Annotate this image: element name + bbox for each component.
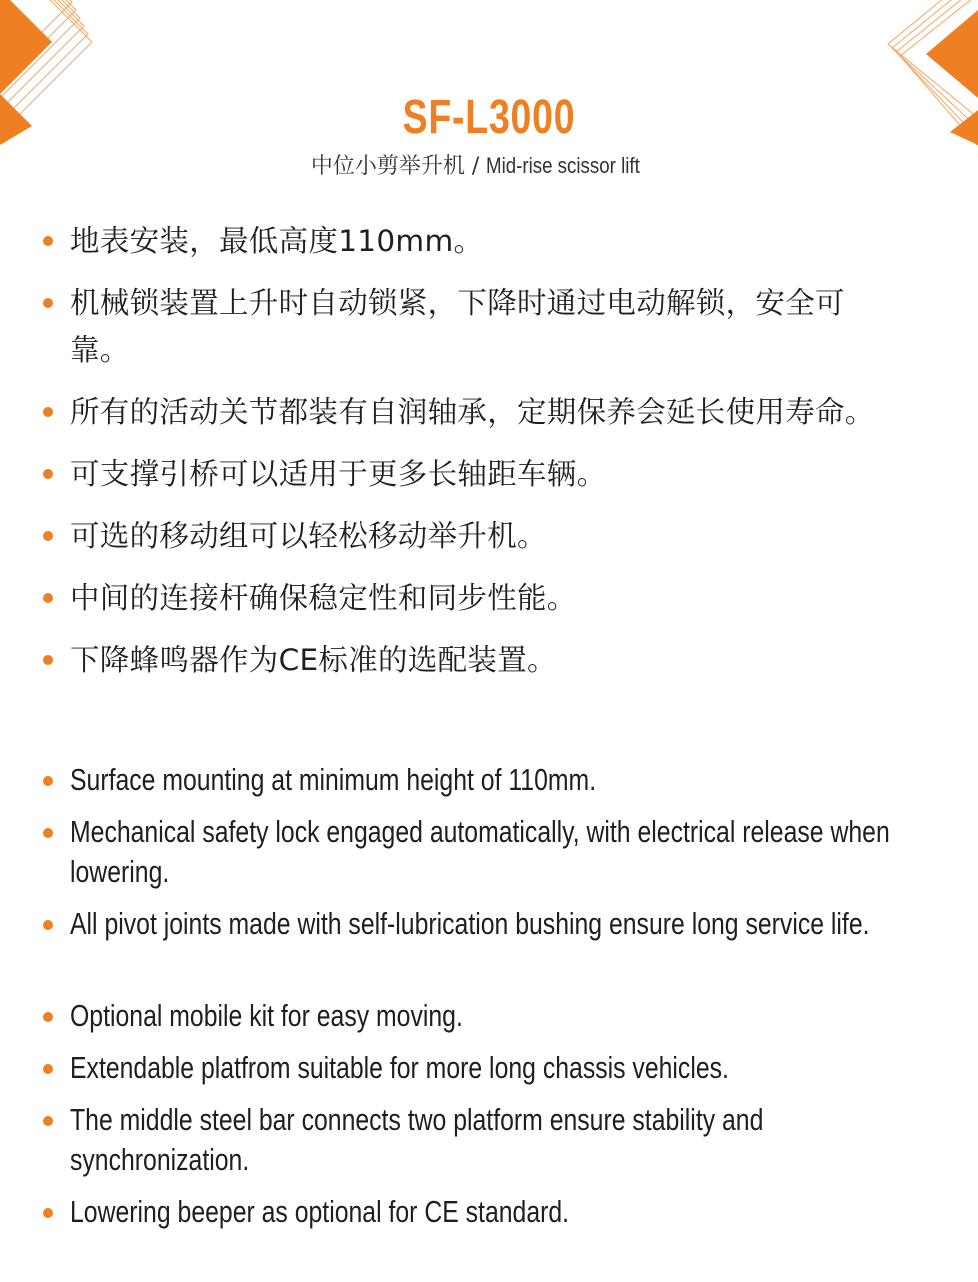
feature-text: 机械锁装置上升时自动锁紧，下降时通过电动解锁，安全可靠。 bbox=[70, 286, 845, 367]
bullet-dot-icon bbox=[43, 236, 53, 246]
bullet-dot-icon bbox=[43, 531, 53, 541]
feature-text: 下降蜂鸣器作为CE标准的选配装置。 bbox=[70, 643, 557, 677]
feature-text: 可选的移动组可以轻松移动举升机。 bbox=[70, 519, 547, 553]
list-item bbox=[0, 513, 900, 560]
bullet-dot-icon bbox=[43, 1064, 53, 1074]
corner-chevron-left-decoration bbox=[0, 0, 100, 145]
list-item bbox=[0, 218, 900, 265]
list-item bbox=[0, 760, 978, 800]
subtitle-chinese: 中位小剪举升机 bbox=[310, 154, 465, 179]
bullet-dot-icon bbox=[43, 1116, 53, 1126]
bullet-dot-icon bbox=[43, 469, 53, 479]
bullet-dot-icon bbox=[43, 407, 53, 417]
feature-text: Mechanical safety lock engaged automatically, with electrical release when lowering. bbox=[70, 814, 890, 889]
feature-text: The middle steel bar connects two platform ensure stability and synchronization. bbox=[70, 1102, 764, 1177]
feature-text: 可支撑引桥可以适用于更多长轴距车辆。 bbox=[70, 457, 607, 491]
bullet-dot-icon bbox=[43, 298, 53, 308]
feature-text: Extendable platfrom suitable for more long chassis vehicles. bbox=[70, 1050, 729, 1085]
bullet-dot-icon bbox=[43, 920, 53, 930]
list-item bbox=[0, 904, 978, 984]
product-title: SF-L3000 bbox=[402, 91, 576, 144]
list-item bbox=[0, 389, 900, 436]
feature-text: All pivot joints made with self-lubrication bushing ensure long service life. bbox=[70, 906, 870, 941]
list-item bbox=[0, 996, 978, 1036]
subtitle-separator: / bbox=[464, 154, 487, 179]
feature-list-english bbox=[0, 760, 978, 1232]
list-item bbox=[0, 1192, 978, 1232]
product-subtitle bbox=[0, 152, 978, 181]
list-item bbox=[0, 637, 900, 684]
bullet-dot-icon bbox=[43, 828, 53, 838]
bullet-dot-icon bbox=[43, 655, 53, 665]
corner-chevron-right-decoration bbox=[878, 0, 978, 145]
list-item bbox=[0, 280, 900, 374]
bullet-dot-icon bbox=[43, 776, 53, 786]
feature-text: Optional mobile kit for easy moving. bbox=[70, 998, 463, 1033]
bullet-dot-icon bbox=[43, 1208, 53, 1218]
list-item bbox=[0, 1100, 978, 1180]
list-item bbox=[0, 451, 900, 498]
bullet-dot-icon bbox=[43, 1012, 53, 1022]
feature-text: 所有的活动关节都装有自润轴承，定期保养会延长使用寿命。 bbox=[70, 395, 875, 429]
list-item bbox=[0, 575, 900, 622]
bullet-dot-icon bbox=[43, 593, 53, 603]
subtitle-english: Mid-rise scissor lift bbox=[486, 153, 641, 178]
feature-text: Surface mounting at minimum height of 110mm. bbox=[70, 762, 597, 797]
feature-list-chinese bbox=[0, 218, 900, 684]
feature-text: 中间的连接杆确保稳定性和同步性能。 bbox=[70, 581, 577, 615]
feature-text: 地表安装，最低高度110mm。 bbox=[70, 224, 484, 258]
feature-text: Lowering beeper as optional for CE standard. bbox=[70, 1194, 570, 1229]
list-item bbox=[0, 812, 978, 892]
list-item bbox=[0, 1048, 978, 1088]
